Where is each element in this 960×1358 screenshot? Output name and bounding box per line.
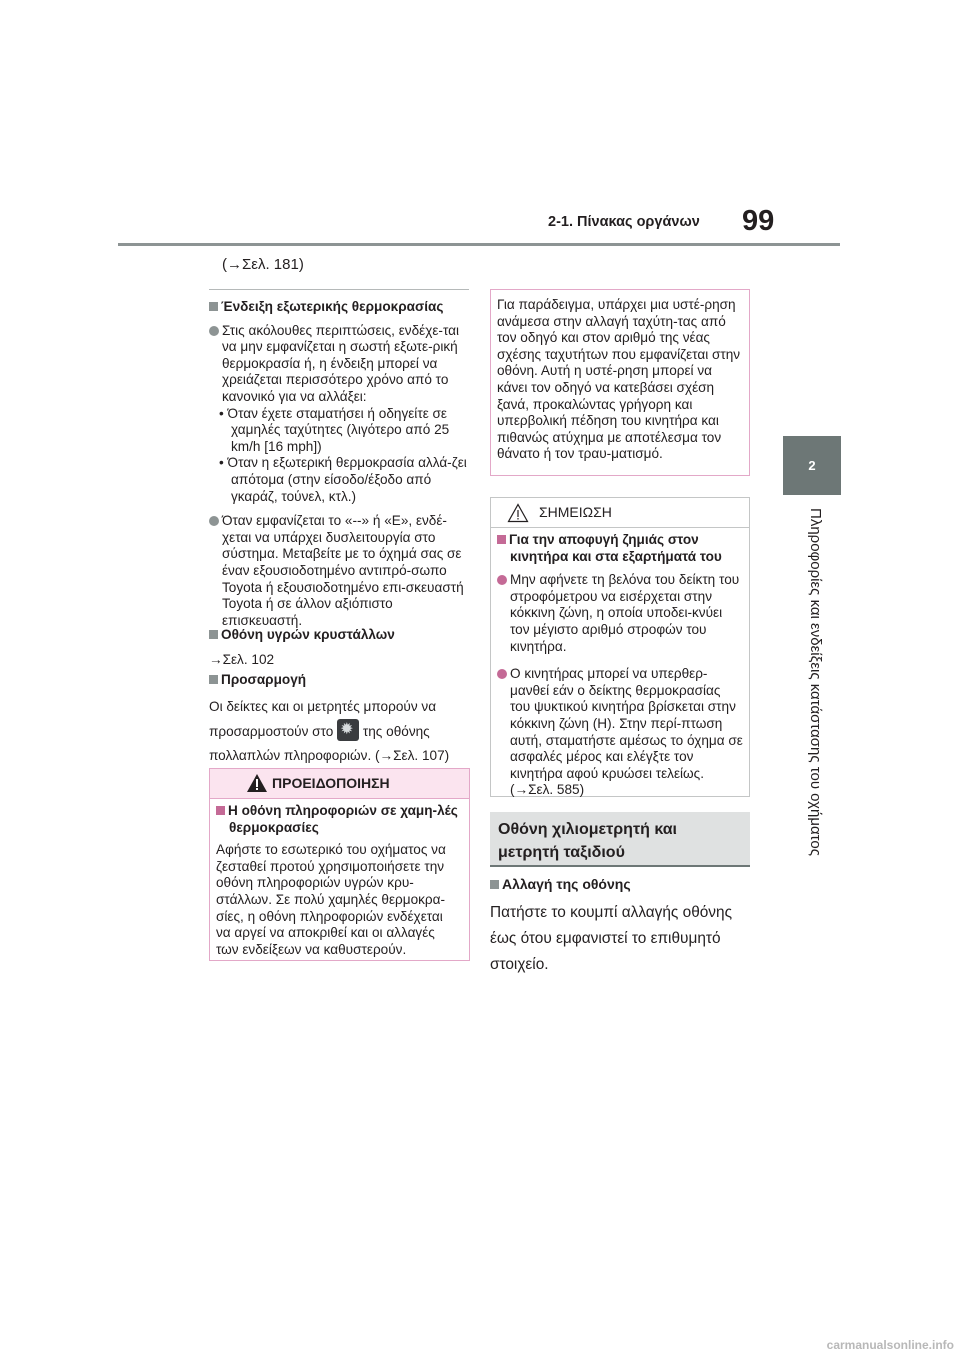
change-display-heading: Αλλαγή της οθόνης	[502, 876, 631, 892]
square-bullet-icon	[490, 880, 499, 889]
caution-triangle-icon	[507, 503, 529, 523]
warning-continuation-text: Για παράδειγμα, υπάρχει μια υστέ-ρηση ανάμεσα στην αλλαγή ταχύτη-τας από τον οδηγό και στον αριθμό της νέας σχέσης ταχυτήτων που εμφανίζεται στην οθόνη. Αυτή η υστέ-ρηση μπορεί να κάνει τον οδηγό να κατεβάσει σχέση ξανά, προκαλώντας γρήγορη και υπερβολική πέδηση του κινητήρα και πιθανώς ατύχημα με αποτέλεσμα τον θάνατο ή τον τραυ-ματισμό.	[497, 297, 741, 462]
square-bullet-icon	[209, 302, 218, 311]
note-label: ΣΗΜΕΙΩΣΗ	[539, 504, 612, 520]
note-header	[491, 498, 749, 528]
odometer-section-heading: Οθόνη χιλιομετρητή και μετρητή ταξιδιού	[490, 812, 750, 867]
section-header: 2-1. Πίνακας οργάνων	[548, 214, 700, 230]
divider	[209, 289, 469, 290]
gear-icon	[337, 719, 359, 741]
adjust-heading: Προσαρμογή	[221, 672, 307, 687]
lcd-ref: →Σελ. 102	[209, 651, 275, 667]
outside-temp-p2: Όταν εμφανίζεται το «--» ή «E», ενδέ-χεται να υπάρχει δυσλειτουργία στο σύστημα. Μεταβείτε με το όχημά σας σε έναν εξουσιοδοτημένο αντιπρό-σωπο Toyota ή εξουσιοδοτημένο επι-σκευαστή Toyota ή σε άλλον αξιόπιστο επισκευαστή.	[209, 513, 471, 629]
note-p2: Ο κινητήρας μπορεί να υπερθερ-μανθεί εάν ο δείκτης θερμοκρασίας του ψυκτικού κινητήρα βρίσκεται στην κόκκινη ζώνη (H). Στην περί-πτωση αυτή, σταματήστε αμέσως το όχημα σε ασφαλές μέρος και ελέγξτε τον κινητήρα αφού κρυώσει τελείως. (→Σελ. 585)	[497, 666, 743, 799]
ref-top: (→Σελ. 181)	[222, 256, 304, 273]
dot-bullet-icon	[497, 669, 507, 679]
page-number: 99	[742, 205, 775, 237]
dot-bullet-icon	[209, 326, 219, 336]
note-title: Για την αποφυγή ζημιάς στον κινητήρα και στα εξαρτήματά του	[497, 532, 743, 565]
change-display-section	[490, 871, 752, 978]
outside-temp-b2: • Όταν η εξωτερική θερμοκρασία αλλά-ζει απότομα (στην είσοδο/έξοδο από γκαράζ, τούνελ, κτλ.)	[219, 455, 467, 504]
outside-temp-heading: Ένδειξη εξωτερικής θερμοκρασίας	[209, 299, 471, 316]
outside-temp-b1: • Όταν έχετε σταματήσει ή οδηγείτε σε χαμηλές ταχύτητες (λιγότερο από 25 km/h [16 mph])	[219, 405, 450, 454]
outside-temp-section	[209, 299, 471, 629]
square-bullet-icon	[209, 675, 218, 684]
dot-bullet-icon	[209, 516, 219, 526]
note-p1: Μην αφήνετε τη βελόνα του δείκτη του στροφόμετρου να εισέρχεται στην κόκκινη ζώνη, η οποία υποδει-κνύει τον μέγιστο αριθμό στροφών του κινητήρα.	[497, 572, 743, 655]
watermark: carmanualsonline.info	[826, 1338, 954, 1352]
lcd-section	[209, 627, 471, 668]
warning-body: Αφήστε το εσωτερικό του οχήματος να ζεσταθεί προτού χρησιμοποιήσετε την οθόνη πληροφοριών υγρών κρυ-στάλλων. Σε πολύ χαμηλές θερμοκρα-σίες, η οθόνη πληροφοριών ενδέχεται να αργεί να αποκριθεί και οι αλλαγές των ενδείξεων να καθυστερούν.	[216, 842, 446, 957]
outside-temp-p1: Στις ακόλουθες περιπτώσεις, ενδέχε-ται να μην εμφανίζεται η σωστή εξωτε-ρική θερμοκρασία ή, η ένδειξη μπορεί να χρειάζεται περισσότερο χρόνο από το κανονικό για να αλλάξει:	[209, 323, 471, 406]
warning-title: Η οθόνη πληροφοριών σε χαμη-λές θερμοκρασίες	[216, 803, 461, 836]
dot-bullet-icon	[497, 575, 507, 585]
adjust-section	[209, 672, 471, 768]
warning-triangle-icon	[246, 773, 268, 793]
warning-box	[209, 768, 470, 961]
square-bullet-icon	[209, 630, 218, 639]
adjust-text: Οι δείκτες και οι μετρητές μπορούν να προσαρμοστούν στο ✹ της οθόνης πολλαπλών πληροφοριών. (→Σελ. 107)	[209, 695, 471, 768]
note-box	[490, 497, 750, 797]
warning-header	[210, 769, 469, 799]
warning-continuation-box	[490, 289, 750, 476]
chapter-title: Πληροφορίες και ενδείξεις κατάστασης του οχήματος	[807, 508, 824, 856]
lcd-heading: Οθόνη υγρών κρυστάλλων	[221, 627, 395, 642]
square-bullet-icon	[497, 535, 506, 544]
chapter-tab: 2	[783, 436, 841, 495]
square-bullet-icon	[216, 806, 225, 815]
warning-label: ΠΡΟΕΙΔΟΠΟΙΗΣΗ	[272, 775, 390, 791]
change-display-text: Πατήστε το κουμπί αλλαγής οθόνης έως ότου εμφανιστεί το επιθυμητό στοιχείο.	[490, 904, 732, 973]
header-rule	[118, 243, 840, 246]
